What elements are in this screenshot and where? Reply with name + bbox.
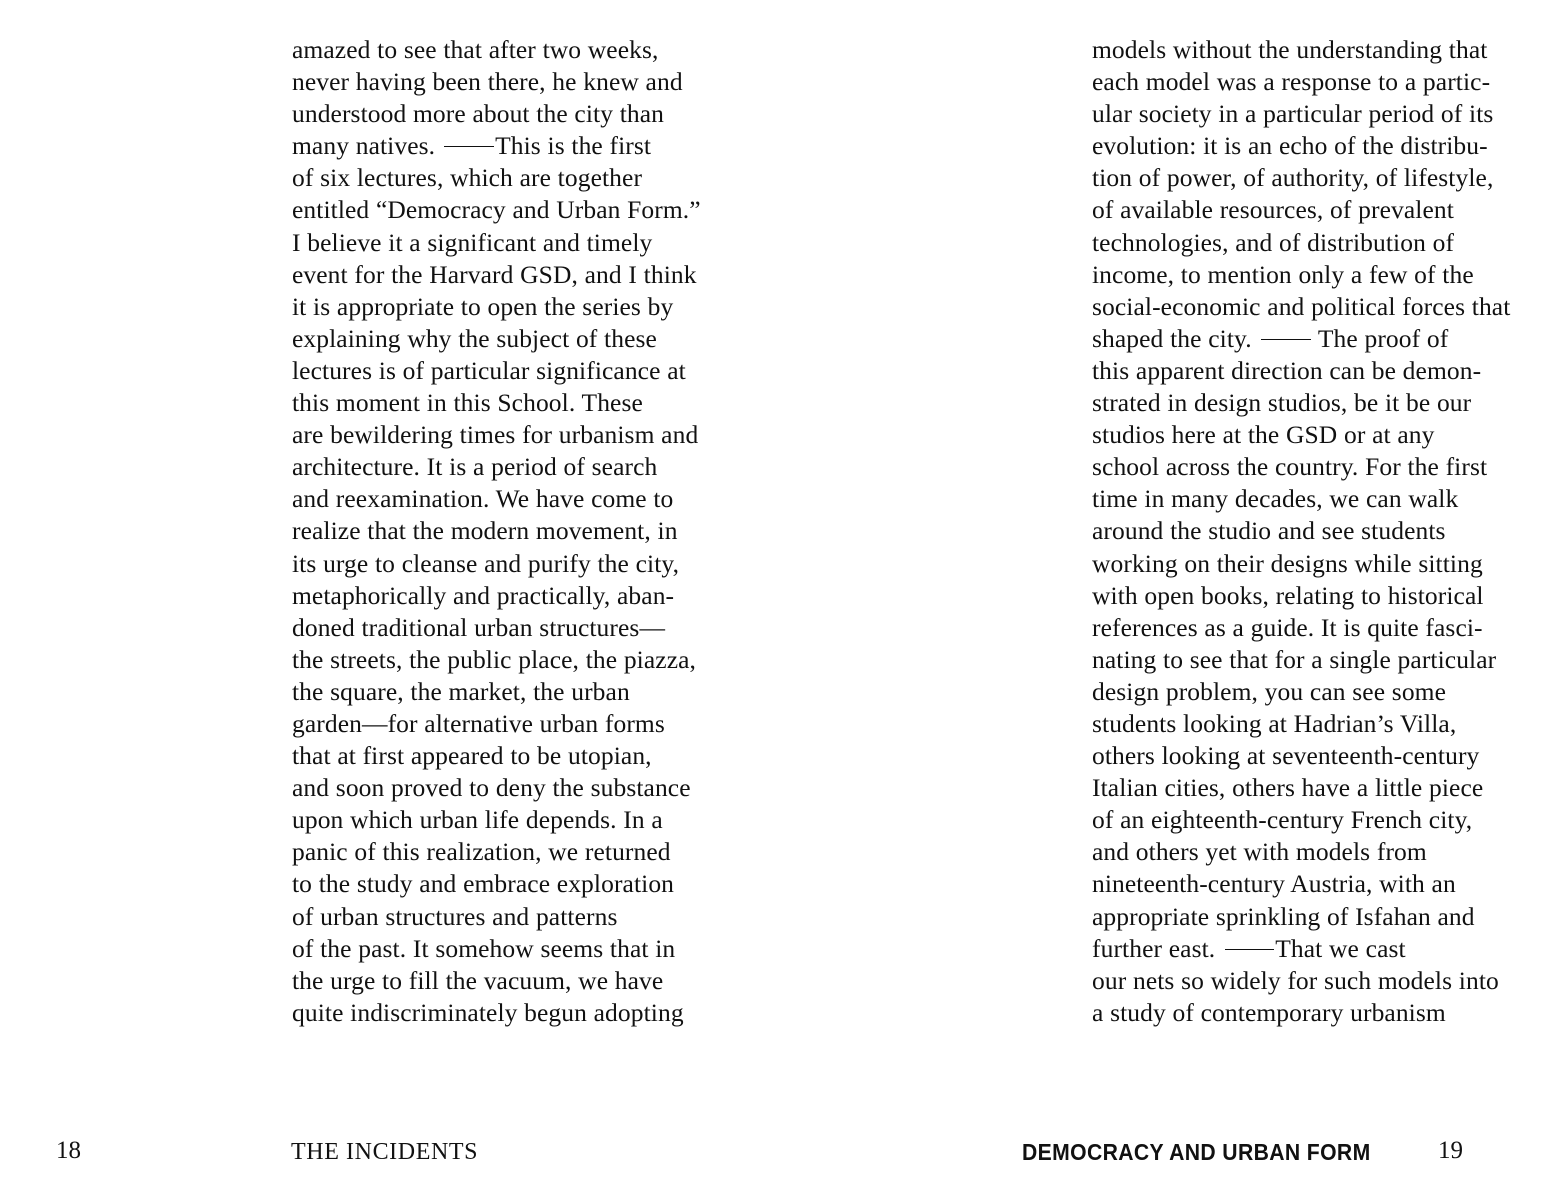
- text-line: studios here at the GSD or at any: [1092, 420, 1435, 450]
- text-line: a study of contemporary urbanism: [1092, 997, 1446, 1027]
- text-line: its urge to cleanse and purify the city,: [292, 548, 680, 578]
- verso-body-text: [292, 34, 701, 1029]
- text-line: the square, the market, the urban: [292, 676, 630, 706]
- text-line: it is appropriate to open the series by: [292, 291, 674, 321]
- text-line: and reexamination. We have come to: [292, 484, 674, 514]
- text-line: shaped the city. The proof of: [1092, 323, 1449, 353]
- folio-verso: 18: [56, 1137, 81, 1164]
- text-line: and others yet with models from: [1092, 837, 1427, 867]
- text-line: explaining why the subject of these: [292, 323, 657, 353]
- text-line: panic of this realization, we returned: [292, 837, 671, 867]
- text-line: entitled “Democracy and Urban Form.”: [292, 195, 701, 225]
- text-line: social-economic and political forces that: [1092, 291, 1511, 321]
- recto-paragraph: [1092, 34, 1511, 1029]
- text-line: architecture. It is a period of search: [292, 452, 658, 482]
- text-line: income, to mention only a few of the: [1092, 259, 1474, 289]
- text-line: working on their designs while sitting: [1092, 548, 1483, 578]
- text-line: our nets so widely for such models into: [1092, 965, 1499, 995]
- em-rule: [1261, 339, 1311, 340]
- text-line: time in many decades, we can walk: [1092, 484, 1459, 514]
- text-line: this moment in this School. These: [292, 388, 643, 418]
- text-line: I believe it a significant and timely: [292, 227, 653, 257]
- em-rule: [444, 146, 494, 147]
- text-line: school across the country. For the first: [1092, 452, 1488, 482]
- page-footer: [0, 1132, 1542, 1172]
- em-rule: [1225, 949, 1275, 950]
- text-line: students looking at Hadrian’s Villa,: [1092, 708, 1457, 738]
- text-line: quite indiscriminately begun adopting: [292, 997, 684, 1027]
- text-line: to the study and embrace exploration: [292, 869, 675, 899]
- text-line: the streets, the public place, the piazza,: [292, 644, 697, 674]
- text-line: never having been there, he knew and: [292, 67, 683, 97]
- text-line: of urban structures and patterns: [292, 901, 618, 931]
- text-line: many natives. This is the first: [292, 131, 652, 161]
- text-line: event for the Harvard GSD, and I think: [292, 259, 697, 289]
- text-line: garden—for alternative urban forms: [292, 708, 665, 738]
- text-line: appropriate sprinkling of Isfahan and: [1092, 901, 1475, 931]
- text-line: ular society in a particular period of its: [1092, 99, 1494, 129]
- text-line: realize that the modern movement, in: [292, 516, 678, 546]
- text-line: lectures is of particular significance at: [292, 355, 686, 385]
- text-line: models without the understanding that: [1092, 35, 1488, 64]
- text-line: doned traditional urban structures—: [292, 612, 666, 642]
- text-line: of an eighteenth-century French city,: [1092, 805, 1473, 835]
- text-line: evolution: it is an echo of the distribu-: [1092, 131, 1488, 161]
- text-line: the urge to fill the vacuum, we have: [292, 965, 664, 995]
- text-line: each model was a response to a partic-: [1092, 67, 1491, 97]
- text-line: design problem, you can see some: [1092, 676, 1447, 706]
- text-line: and soon proved to deny the substance: [292, 773, 691, 803]
- running-head-recto: DEMOCRACY AND URBAN FORM: [1022, 1139, 1371, 1165]
- text-line: of the past. It somehow seems that in: [292, 933, 676, 963]
- text-line: Italian cities, others have a little piece: [1092, 773, 1484, 803]
- text-line: metaphorically and practically, aban-: [292, 580, 675, 610]
- text-line: nineteenth-century Austria, with an: [1092, 869, 1456, 899]
- verso-paragraph: [292, 34, 701, 1029]
- text-line: of available resources, of prevalent: [1092, 195, 1454, 225]
- text-line: upon which urban life depends. In a: [292, 805, 663, 835]
- text-line: tion of power, of authority, of lifestyle,: [1092, 163, 1494, 193]
- text-line: with open books, relating to historical: [1092, 580, 1484, 610]
- text-line: further east. That we cast: [1092, 933, 1406, 963]
- text-line: that at first appeared to be utopian,: [292, 741, 652, 771]
- text-line: are bewildering times for urbanism and: [292, 420, 699, 450]
- text-line: understood more about the city than: [292, 99, 665, 129]
- text-line: nating to see that for a single particular: [1092, 644, 1497, 674]
- folio-recto: 19: [1438, 1137, 1463, 1164]
- text-line: others looking at seventeenth-century: [1092, 741, 1480, 771]
- text-line: technologies, and of distribution of: [1092, 227, 1455, 257]
- running-head-verso: THE INCIDENTS: [291, 1139, 479, 1165]
- text-line: amazed to see that after two weeks,: [292, 35, 659, 64]
- text-line: around the studio and see students: [1092, 516, 1446, 546]
- text-line: strated in design studios, be it be our: [1092, 388, 1472, 418]
- text-line: this apparent direction can be demon-: [1092, 355, 1482, 385]
- text-line: of six lectures, which are together: [292, 163, 643, 193]
- recto-body-text: [1092, 34, 1511, 1029]
- text-line: references as a guide. It is quite fasci-: [1092, 612, 1483, 642]
